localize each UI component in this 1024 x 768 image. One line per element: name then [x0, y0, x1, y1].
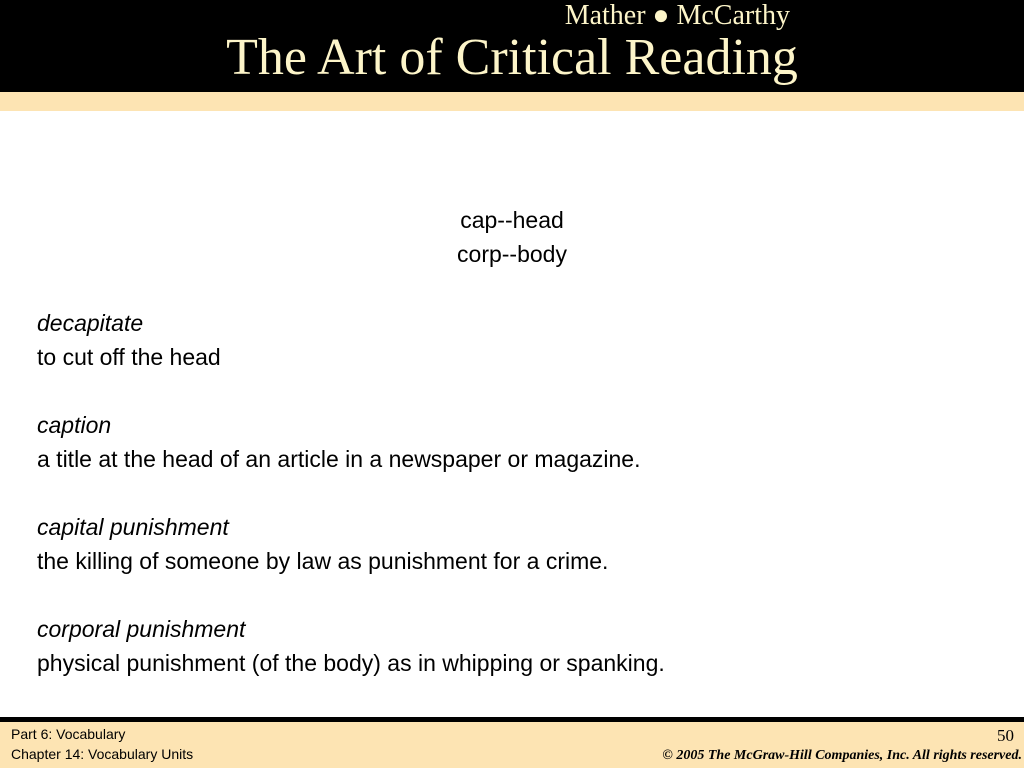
term: decapitate: [37, 310, 144, 336]
term: corporal punishment: [37, 616, 246, 642]
root-corp: corp--body: [457, 241, 567, 267]
term: caption: [37, 412, 112, 438]
definition: physical punishment (of the body) as in whipping or spanking.: [37, 650, 665, 676]
definition: the killing of someone by law as punishment for a crime.: [37, 548, 609, 574]
slide-header: [0, 0, 1024, 92]
definition: a title at the head of an article in a newspaper or magazine.: [37, 446, 641, 472]
root-cap: cap--head: [460, 207, 564, 233]
term: capital punishment: [37, 514, 229, 540]
copyright-notice: © 2005 The McGraw-Hill Companies, Inc. All rights reserved.: [662, 748, 1022, 763]
slide-title: The Art of Critical Reading: [226, 29, 798, 86]
definition: to cut off the head: [37, 344, 221, 370]
entry-capital-punishment: [37, 510, 997, 578]
authors-line: Mather ● McCarthy: [564, 0, 790, 31]
definitions-list: [37, 306, 997, 714]
footer-chapter: Chapter 14: Vocabulary Units: [11, 746, 194, 762]
entry-corporal-punishment: [37, 612, 997, 680]
slide-footer: [0, 722, 1024, 768]
footer-chapter-info: [11, 724, 193, 764]
page-number: 50: [997, 726, 1014, 745]
entry-caption: [37, 408, 997, 476]
header-band: [0, 92, 1024, 111]
footer-part: Part 6: Vocabulary: [11, 726, 126, 742]
entry-decapitate: [37, 306, 997, 374]
word-roots: [0, 203, 1024, 271]
